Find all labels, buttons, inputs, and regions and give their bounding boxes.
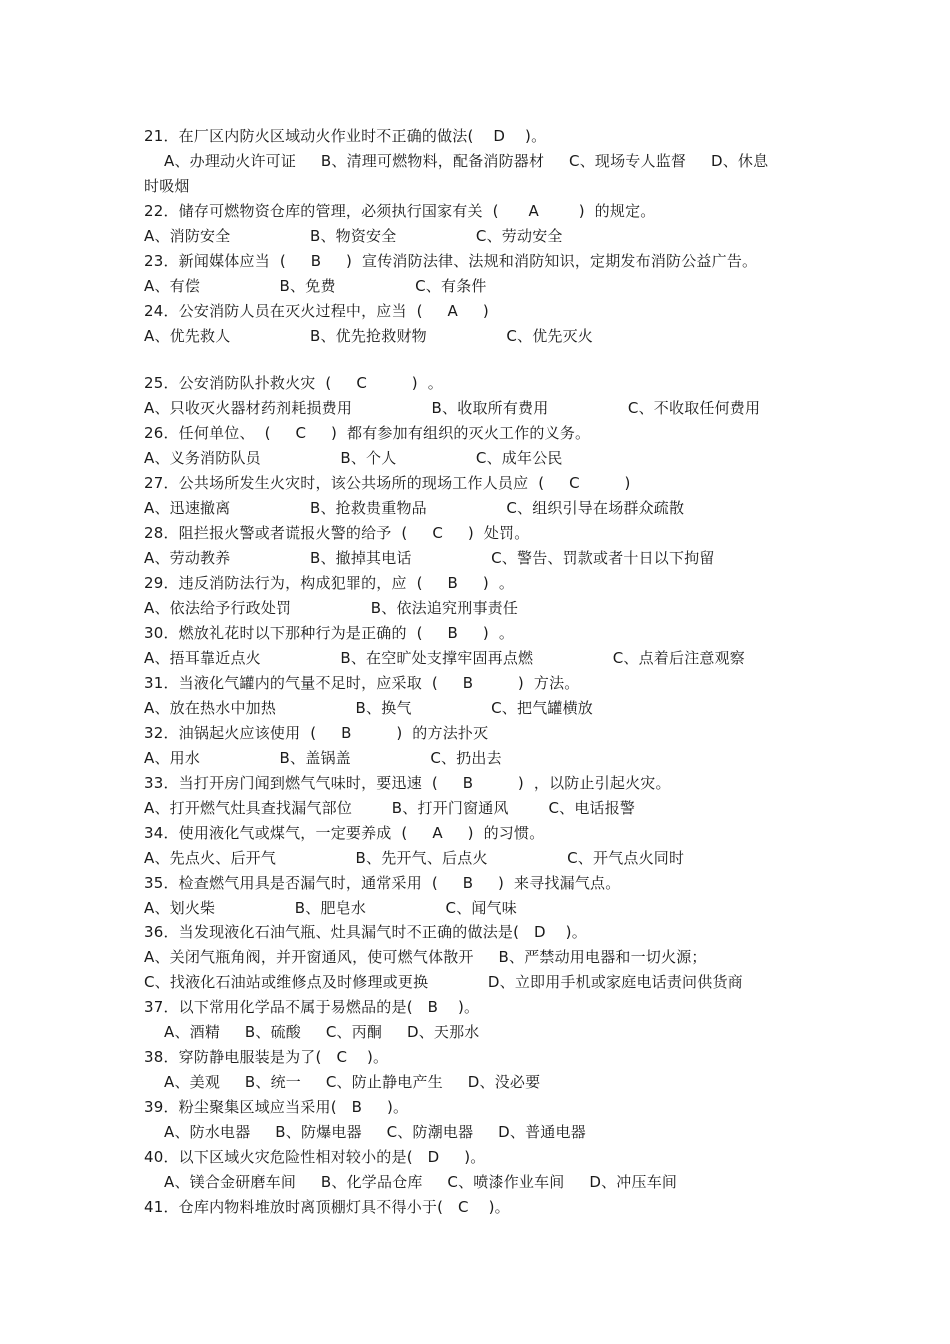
question-39-options: A、防水电器 B、防爆电器 C、防潮电器 D、普通电器 [164,1123,586,1141]
question-40: 40．以下区域火灾危险性相对较小的是( D )。 [144,1148,486,1166]
question-32-options: A、用水 B、盖锅盖 C、扔出去 [144,749,502,767]
question-36-options-ab: A、关闭气瓶角阀，并开窗通风，使可燃气体散开 B、严禁动用电器和一切火源； [144,948,707,966]
question-38: 38．穿防静电服装是为了( C )。 [144,1048,389,1066]
question-28: 28．阻拦报火警或者谎报火警的给予 ( C ) 处罚。 [144,524,530,542]
question-21-options-cont: 时吸烟 [144,177,190,195]
question-40-options: A、镁合金研磨车间 B、化学品仓库 C、喷漆作业车间 D、冲压车间 [164,1173,678,1191]
question-21: 21．在厂区内防火区域动火作业时不正确的做法( D )。 [144,127,547,145]
question-25-options: A、只收灭火器材药剂耗损费用 B、收取所有费用 C、不收取任何费用 [144,399,761,417]
question-35: 35．检查燃气用具是否漏气时，通常采用 ( B ) 来寻找漏气点。 [144,874,621,892]
question-26-options: A、义务消防队员 B、个人 C、成年公民 [144,449,563,467]
question-34: 34．使用液化气或煤气，一定要养成 ( A ) 的习惯。 [144,824,545,842]
question-23-options: A、有偿 B、免费 C、有条件 [144,277,487,295]
question-22-options: A、消防安全 B、物资安全 C、劳动安全 [144,227,563,245]
question-28-options: A、劳动教养 B、撤掉其电话 C、警告、罚款或者十日以下拘留 [144,549,715,567]
question-35-options: A、划火柴 B、肥皂水 C、闻气味 [144,899,518,917]
question-39: 39．粉尘聚集区域应当采用( B )。 [144,1098,409,1116]
question-37: 37．以下常用化学品不属于易燃品的是( B )。 [144,998,480,1016]
question-31-options: A、放在热水中加热 B、换气 C、把气罐横放 [144,699,594,717]
question-26: 26．任何单位、 ( C ) 都有参加有组织的灭火工作的义务。 [144,424,591,442]
question-32: 32．油锅起火应该使用 ( B ) 的方法扑灭 [144,724,489,742]
question-27: 27．公共场所发生火灾时，该公共场所的现场工作人员应 ( C ) [144,474,631,492]
question-24: 24．公安消防人员在灭火过程中，应当 ( A ) [144,302,489,320]
question-36-options-cd: C、找液化石油站或维修点及时修理或更换 D、立即用手机或家庭电话责问供货商 [144,973,743,991]
question-21-options: A、办理动火许可证 B、清理可燃物料，配备消防器材 C、现场专人监督 D、休息 [164,152,769,170]
question-36: 36．当发现液化石油气瓶、灶具漏气时不正确的做法是( D )。 [144,923,587,941]
question-34-options: A、先点火、后开气 B、先开气、后点火 C、开气点火同时 [144,849,685,867]
question-33-options: A、打开燃气灶具查找漏气部位 B、打开门窗通风 C、电话报警 [144,799,636,817]
question-27-options: A、迅速撤离 B、抢救贵重物品 C、组织引导在场群众疏散 [144,499,685,517]
question-24-options: A、优先救人 B、优先抢救财物 C、优先灭火 [144,327,594,345]
question-25: 25．公安消防队扑救火灾 ( C ) 。 [144,374,443,392]
question-30-options: A、捂耳靠近点火 B、在空旷处支撑牢固再点燃 C、点着后注意观察 [144,649,746,667]
question-38-options: A、美观 B、统一 C、防止静电产生 D、没必要 [164,1073,541,1091]
question-33: 33．当打开房门闻到燃气气味时，要迅速 ( B ) ，以防止引起火灾。 [144,774,671,792]
question-23: 23．新闻媒体应当 ( B ) 宣传消防法律、法规和消防知识，定期发布消防公益广告。 [144,252,758,270]
question-37-options: A、酒精 B、硫酸 C、丙酮 D、天那水 [164,1023,480,1041]
question-30: 30．燃放礼花时以下那种行为是正确的 ( B ) 。 [144,624,515,642]
question-31: 31．当液化气罐内的气量不足时，应采取 ( B ) 方法。 [144,674,580,692]
question-41: 41．仓库内物料堆放时离顶棚灯具不得小于( C )。 [144,1198,510,1216]
question-22: 22．储存可燃物资仓库的管理，必须执行国家有关 ( A ) 的规定。 [144,202,656,220]
question-29-options: A、依法给予行政处罚 B、依法追究刑事责任 [144,599,519,617]
question-29: 29．违反消防法行为，构成犯罪的，应 ( B ) 。 [144,574,515,592]
